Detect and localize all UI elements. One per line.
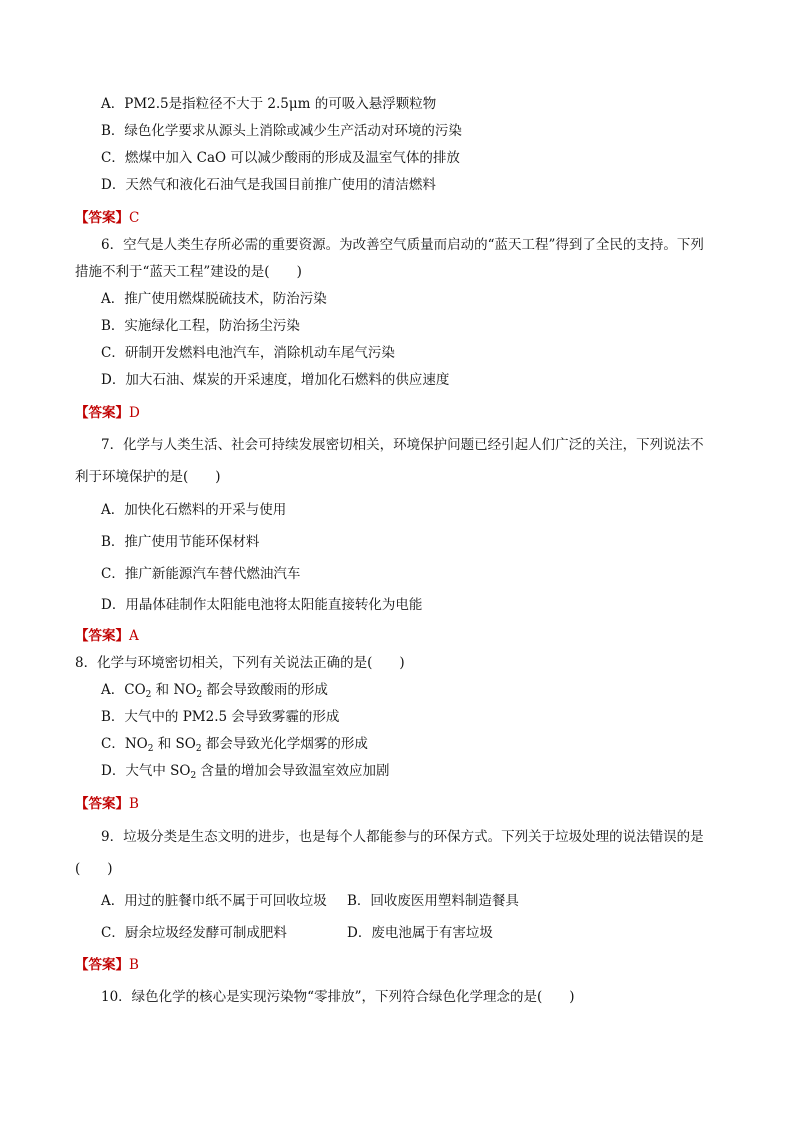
answer-label: 【答案】 <box>75 210 129 226</box>
q9-option-c: C．厨余垃圾经发酵可制成肥料 <box>101 925 287 941</box>
q6-option-a: A．推广使用燃煤脱硫技术，防治污染 <box>101 291 327 307</box>
q9-option-b: B．回收废医用塑料制造餐具 <box>347 893 519 909</box>
text: A．CO <box>101 682 146 698</box>
q6-stem-line-1: 6．空气是人类生存所必需的重要资源。为改善空气质量而启动的“蓝天工程”得到了全民的支持。下列 <box>101 237 704 253</box>
subscript: 2 <box>190 771 197 781</box>
text: 都会导致酸雨的形成 <box>202 682 328 698</box>
q9-option-a: A．用过的脏餐巾纸不属于可回收垃圾 <box>101 893 327 909</box>
q7-option-c: C．推广新能源汽车替代燃油汽车 <box>101 566 301 582</box>
answer-letter: B <box>129 957 139 973</box>
answer-letter: B <box>129 796 139 812</box>
q7-option-d: D．用晶体硅制作太阳能电池将太阳能直接转化为电能 <box>101 597 423 613</box>
answer-letter: A <box>129 628 139 644</box>
q8-option-a <box>101 681 328 704</box>
q9-stem-line-2: ( ) <box>75 861 113 877</box>
q7-option-b: B．推广使用节能环保材料 <box>101 534 260 550</box>
q9-option-d: D．废电池属于有害垃圾 <box>347 925 493 941</box>
q5-option-b: B．绿色化学要求从源头上消除或减少生产活动对环境的污染 <box>101 123 462 139</box>
answer-label: 【答案】 <box>75 957 129 973</box>
q8-stem: 8．化学与环境密切相关，下列有关说法正确的是( ) <box>75 655 405 671</box>
answer-label: 【答案】 <box>75 405 129 421</box>
q5-option-c: C．燃煤中加入 CaO 可以减少酸雨的形成及温室气体的排放 <box>101 150 460 166</box>
q5-option-a: A．PM2.5是指粒径不大于 2.5μm 的可吸入悬浮颗粒物 <box>101 96 437 112</box>
text: D．大气中 SO <box>101 763 191 779</box>
answer-label: 【答案】 <box>75 628 129 644</box>
q6-option-c: C．研制开发燃料电池汽车，消除机动车尾气污染 <box>101 345 395 361</box>
q6-answer <box>75 404 140 422</box>
text: C．NO <box>101 736 148 752</box>
q8-answer <box>75 795 139 813</box>
q6-option-d: D．加大石油、煤炭的开采速度，增加化石燃料的供应速度 <box>101 372 450 388</box>
q8-option-b: B．大气中的 PM2.5 会导致雾霾的形成 <box>101 709 340 725</box>
q5-answer <box>75 209 139 227</box>
q6-option-b: B．实施绿化工程，防治扬尘污染 <box>101 318 300 334</box>
answer-letter: D <box>129 405 140 421</box>
q7-stem-line-2: 利于环境保护的是( ) <box>75 469 221 485</box>
q5-option-d: D．天然气和液化石油气是我国目前推广使用的清洁燃料 <box>101 177 436 193</box>
q8-option-c <box>101 735 368 758</box>
q7-option-a: A．加快化石燃料的开采与使用 <box>101 502 287 518</box>
text: 含量的增加会导致温室效应加剧 <box>196 763 390 779</box>
subscript: 2 <box>195 744 202 754</box>
text: 和 SO <box>153 736 196 752</box>
q7-answer <box>75 627 139 645</box>
q9-answer <box>75 956 139 974</box>
text: 都会导致光化学烟雾的形成 <box>201 736 368 752</box>
answer-label: 【答案】 <box>75 796 129 812</box>
q9-stem-line-1: 9．垃圾分类是生态文明的进步，也是每个人都能参与的环保方式。下列关于垃圾处理的说法错误的是 <box>101 829 704 845</box>
text: 和 NO <box>151 682 197 698</box>
q8-option-d <box>101 762 389 785</box>
subscript: 2 <box>145 690 152 700</box>
q6-stem-line-2: 措施不利于“蓝天工程”建设的是( ) <box>75 264 302 280</box>
subscript: 2 <box>147 744 154 754</box>
subscript: 2 <box>196 690 203 700</box>
q7-stem-line-1: 7．化学与人类生活、社会可持续发展密切相关，环境保护问题已经引起人们广泛的关注，下列说法不 <box>101 437 704 453</box>
answer-letter: C <box>129 210 140 226</box>
q10-stem: 10．绿色化学的核心是实现污染物“零排放”，下列符合绿色化学理念的是( ) <box>101 989 575 1005</box>
